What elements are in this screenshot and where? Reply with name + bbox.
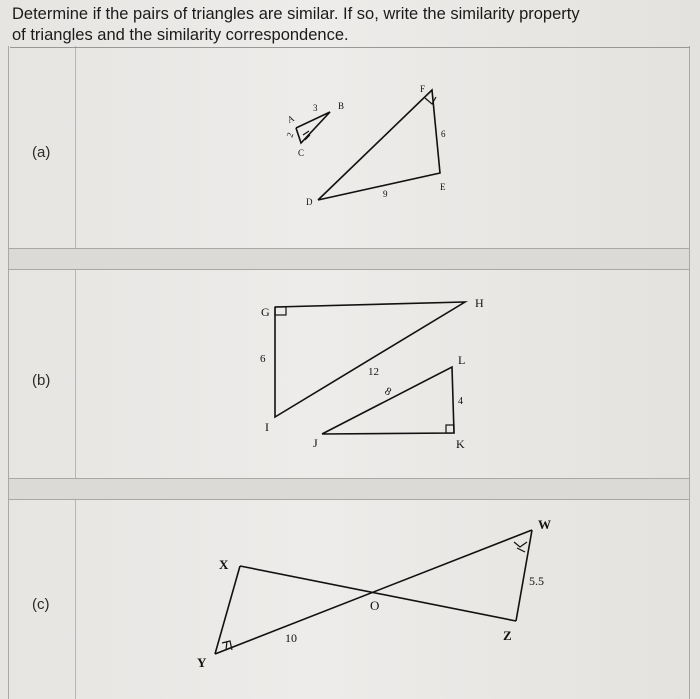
vertex-l: L — [458, 353, 466, 367]
side-lk-length: 4 — [458, 396, 463, 407]
vertex-y: Y — [197, 655, 207, 670]
side-de-length: 9 — [383, 189, 388, 199]
segment-yw — [215, 530, 532, 654]
vertex-x: X — [219, 557, 229, 572]
side-gi-length: 6 — [260, 353, 266, 365]
row-label-b: (b) — [32, 372, 51, 389]
vertex-k: K — [456, 437, 465, 451]
vertex-e: E — [440, 182, 446, 192]
vertex-z: Z — [503, 628, 512, 643]
question-line-1: Determine if the pairs of triangles are similar. If so, write the similarity property — [12, 5, 580, 23]
side-ab-length: 3 — [313, 103, 318, 113]
vertex-d: D — [306, 197, 313, 207]
side-jl-length: 8 — [382, 385, 394, 399]
vertex-j: J — [313, 436, 318, 450]
vertex-b: B — [338, 101, 345, 111]
vertex-w: W — [538, 517, 551, 532]
side-wz-length: 5.5 — [529, 574, 544, 588]
row-label-c: (c) — [32, 596, 50, 613]
angle-mark-w — [514, 542, 527, 552]
vertex-c: C — [298, 148, 305, 158]
question-line-2: of triangles and the similarity correspondence. — [12, 26, 349, 44]
side-hi-length: 12 — [368, 366, 379, 378]
vertex-f: F — [420, 84, 426, 94]
side-yo-length: 10 — [285, 631, 297, 645]
vertex-i: I — [265, 420, 269, 434]
vertex-h: H — [475, 296, 484, 310]
vertex-g: G — [261, 305, 270, 319]
row-label-a: (a) — [32, 144, 51, 161]
vertex-a: A — [285, 113, 296, 125]
side-ac-length: 2 — [284, 131, 296, 139]
vertex-o: O — [370, 598, 380, 613]
side-fe-length: 6 — [441, 129, 446, 139]
segment-xy — [215, 566, 240, 654]
